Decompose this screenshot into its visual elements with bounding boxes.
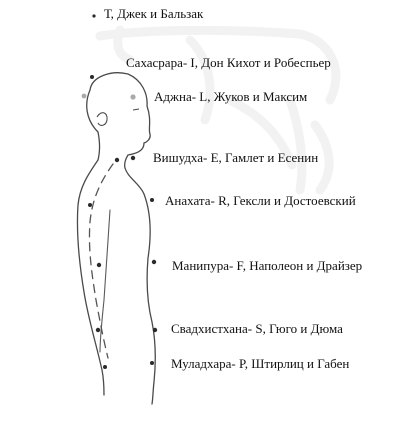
chakra-dot-neck-back — [115, 158, 119, 162]
label-sahasrara: Сахасрара- I, Дон Кихот и Робеспьер — [126, 55, 331, 70]
label-svadhisthana: Свадхистхана- S, Гюго и Дюма — [171, 321, 343, 336]
label-ajna: Аджна- L, Жуков и Максим — [154, 89, 308, 104]
chakra-dot-solar — [152, 260, 156, 264]
chakra-dot-root — [150, 361, 154, 365]
chakra-dot-back-low — [96, 328, 100, 332]
chakra-dot-chest — [150, 198, 154, 202]
chakra-dot-top-outside — [92, 14, 95, 17]
ear-outline — [97, 113, 107, 126]
label-muladhara: Муладхара- P, Штирлиц и Габен — [171, 356, 350, 371]
label-t: Т, Джек и Бальзак — [104, 6, 204, 21]
chakra-dot-forehead — [130, 94, 135, 99]
label-manipura: Манипура- F, Наполеон и Драйзер — [172, 258, 363, 273]
spine-dashed-line — [89, 164, 113, 358]
chakra-dot-back-mid — [97, 263, 101, 267]
head-outline — [87, 73, 150, 168]
chakra-dot-back-upper — [88, 203, 92, 207]
label-anahata: Анахата- R, Гексли и Достоевский — [165, 193, 356, 208]
front-outline — [125, 168, 155, 404]
chakra-dot-sacral — [153, 328, 157, 332]
back-outline — [77, 160, 104, 395]
eye-mark — [133, 109, 139, 110]
chakra-dot-tail — [103, 365, 107, 369]
label-vishuddha: Вишудха- E, Гамлет и Есенин — [153, 150, 319, 165]
chakra-dot-head-back — [82, 94, 87, 99]
chakra-dot-throat — [131, 156, 135, 160]
chakra-dot-crown — [90, 75, 94, 79]
